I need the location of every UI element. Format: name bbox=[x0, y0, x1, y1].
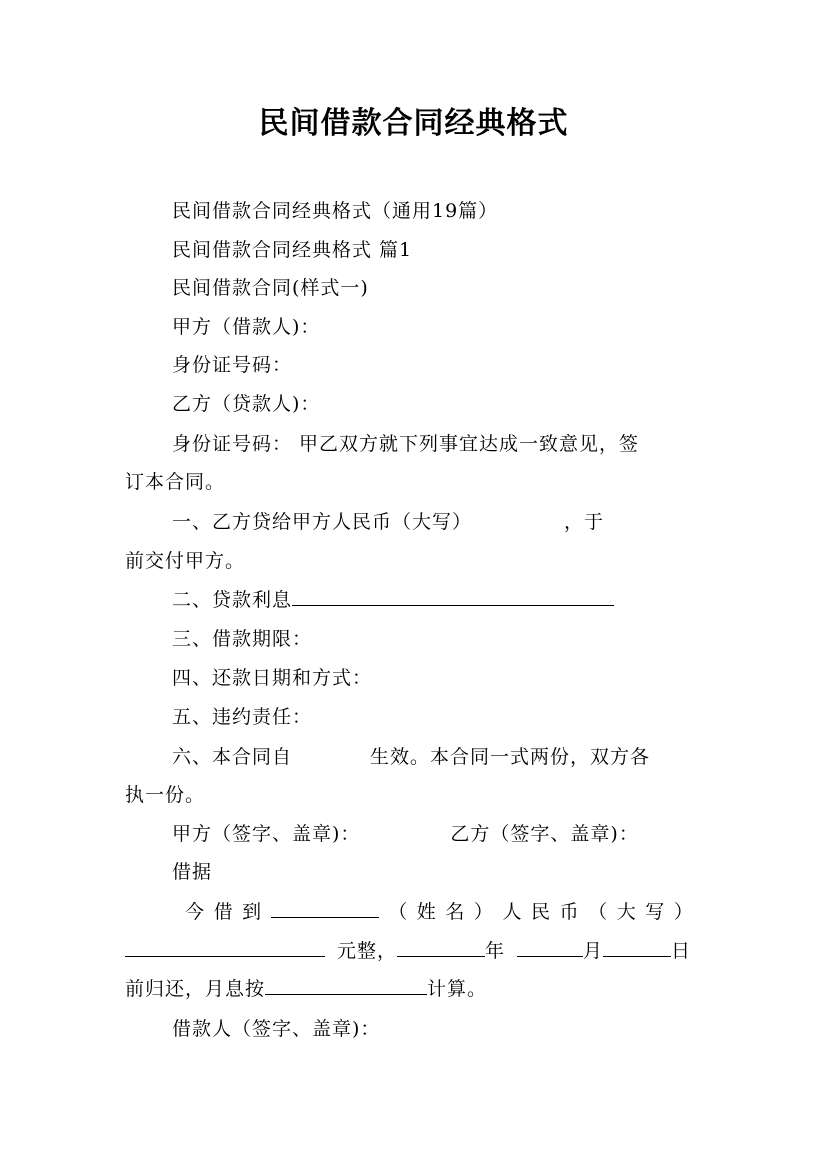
receipt-char: ） bbox=[673, 901, 693, 923]
paragraph-section-heading: 民间借款合同经典格式 篇1 bbox=[172, 239, 413, 261]
paragraph-id-number-b: 身份证号码： 甲乙双方就下列事宜达成一致意见，签 bbox=[172, 433, 640, 455]
signature-row bbox=[172, 815, 705, 853]
clause-one-text: 一、乙方贷给甲方人民币（大写） bbox=[172, 511, 473, 533]
interest-blank bbox=[292, 581, 614, 606]
clause-six-tail: 生效。本合同一式两份，双方各 bbox=[370, 746, 651, 768]
repayment-tail: 计算。 bbox=[427, 978, 488, 1000]
clause-one-continuation: 前交付甲方。 bbox=[125, 550, 246, 572]
receipt-char: 今 bbox=[185, 901, 205, 923]
paragraph-continuation: 订本合同。 bbox=[125, 471, 226, 493]
receipt-heading: 借据 bbox=[172, 861, 213, 883]
clause-six-continuation: 执一份。 bbox=[125, 784, 206, 806]
receipt-line-two bbox=[125, 932, 705, 970]
clause-six-text: 六、本合同自 bbox=[172, 746, 293, 768]
receipt-char: 写 bbox=[645, 901, 665, 923]
receipt-char: 到 bbox=[242, 901, 262, 923]
receipt-char: 名 bbox=[445, 901, 465, 923]
borrower-signature: 借款人（签字、盖章)： bbox=[172, 1018, 381, 1040]
receipt-char: 民 bbox=[531, 901, 551, 923]
amount-suffix: 元整， bbox=[337, 940, 398, 962]
clause-three: 三、借款期限： bbox=[172, 628, 313, 650]
paragraph-contract-name: 民间借款合同(样式一) bbox=[172, 277, 369, 299]
year-label: 年 bbox=[485, 940, 506, 962]
month-blank bbox=[517, 932, 583, 957]
day-label: 日 bbox=[671, 940, 692, 962]
signature-party-a: 甲方（签字、盖章)： bbox=[172, 823, 361, 845]
interest-rate-blank bbox=[265, 970, 427, 995]
receipt-char: （ bbox=[588, 901, 608, 923]
repayment-text: 前归还，月息按 bbox=[125, 978, 266, 1000]
day-blank bbox=[603, 932, 671, 957]
clause-six bbox=[172, 738, 705, 776]
receipt-char: 姓 bbox=[416, 901, 436, 923]
receipt-char: 借 bbox=[213, 901, 233, 923]
clause-two bbox=[172, 581, 705, 619]
month-label: 月 bbox=[583, 940, 604, 962]
receipt-line-three bbox=[125, 970, 705, 1008]
clause-four: 四、还款日期和方式： bbox=[172, 667, 373, 689]
clause-two-text: 二、贷款利息 bbox=[172, 589, 293, 611]
receipt-char: （ bbox=[388, 901, 408, 923]
year-blank bbox=[397, 932, 485, 957]
paragraph-party-a: 甲方（借款人)： bbox=[172, 316, 321, 338]
paragraph-party-b: 乙方（贷款人)： bbox=[172, 393, 321, 415]
receipt-char: 大 bbox=[616, 901, 636, 923]
paragraph-subtitle: 民间借款合同经典格式（通用19篇） bbox=[172, 200, 499, 222]
borrower-name-blank bbox=[271, 893, 379, 918]
receipt-char: ） bbox=[473, 901, 493, 923]
receipt-char: 人 bbox=[502, 901, 522, 923]
paragraph-id-number-a: 身份证号码： bbox=[172, 354, 293, 376]
clause-five: 五、违约责任： bbox=[172, 706, 313, 728]
document-title: 民间借款合同经典格式 bbox=[258, 106, 569, 141]
receipt-char: 币 bbox=[559, 901, 579, 923]
amount-blank bbox=[125, 932, 325, 957]
clause-one-tail: ，于 bbox=[564, 511, 605, 533]
signature-party-b: 乙方（签字、盖章)： bbox=[450, 823, 639, 845]
receipt-line-one bbox=[185, 893, 693, 931]
clause-one bbox=[172, 503, 705, 541]
